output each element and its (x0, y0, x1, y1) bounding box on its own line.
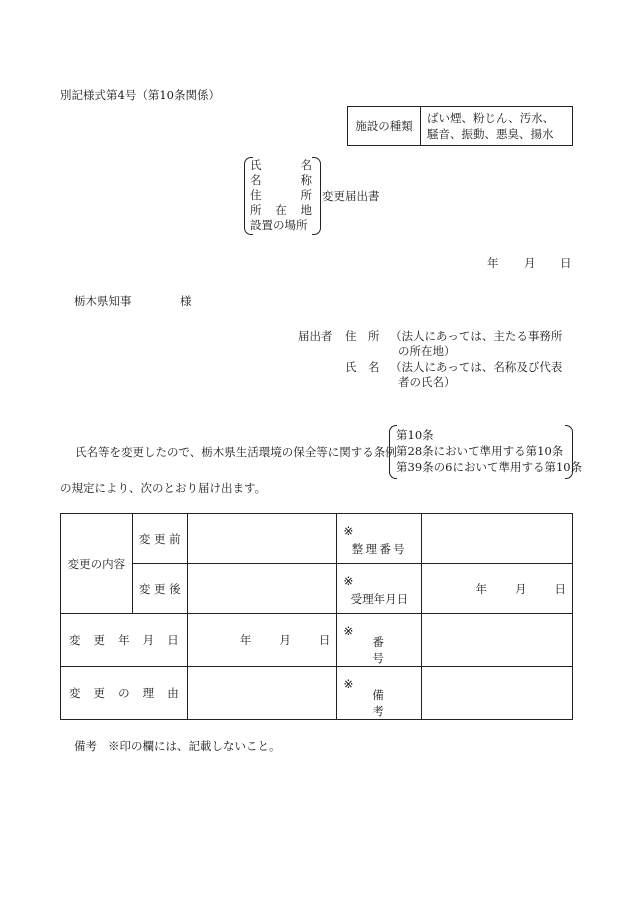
note-label: 備考 (74, 739, 97, 753)
date-header-year: 年 (487, 256, 499, 270)
facility-type-value (421, 107, 573, 146)
addressee: 栃木県知事 (74, 294, 132, 308)
title-option-shozaichi: 所 在 地 (250, 203, 312, 217)
office-use-mark: ※ (343, 574, 354, 588)
number-value (422, 614, 573, 667)
title-option-jusho: 住 所 (250, 188, 312, 202)
notifier-address-note-2: の所在地） (398, 344, 456, 358)
form-number: 別記様式第4号（第10条関係） (60, 88, 220, 102)
facility-type-box (347, 106, 573, 146)
title-bracket-right (312, 157, 321, 235)
serial-number-label: ※ 整理番号 (337, 514, 422, 564)
article-39-6: 第39条の6において準用する第10条 (396, 460, 583, 474)
after-value (187, 564, 337, 614)
notifier-name-note-2: 者の氏名） (398, 375, 456, 389)
office-use-mark: ※ (343, 677, 354, 691)
date-header-day: 日 (560, 256, 572, 270)
remarks-label: ※ 備考 (337, 667, 422, 720)
change-contents-label: 変更の内容 (61, 514, 133, 614)
received-date-label: ※ 受理年月日 (337, 564, 422, 614)
serial-number-value (422, 514, 573, 564)
body-lead: 氏名等を変更したので、栃木県生活環境の保全等に関する条例 (75, 445, 397, 459)
before-value (187, 514, 337, 564)
note-text: ※印の欄には、記載しないこと。 (108, 739, 281, 753)
title-option-meisho: 名 称 (250, 173, 312, 187)
office-use-mark: ※ (343, 524, 354, 538)
addressee-honorific: 様 (180, 294, 192, 308)
change-reason-label: 変 更 の 理 由 (61, 667, 188, 720)
notifier-address-note-1: （法人にあっては、主たる事務所 (390, 329, 563, 343)
notifier-name-label: 氏 名 (345, 360, 380, 374)
before-label: 変 更 前 (132, 514, 187, 564)
facility-type-line1: ばい煙、粉じん、汚水、 (427, 111, 555, 125)
articles-list (396, 427, 582, 475)
received-date-value: 年 月 日 (422, 564, 573, 614)
title-options (250, 158, 312, 233)
title-option-secchi: 設置の場所 (250, 218, 308, 232)
notifier-address-label: 住 所 (345, 329, 380, 343)
change-reason-value (187, 667, 337, 720)
date-header-month: 月 (524, 256, 536, 270)
facility-type-label: 施設の種類 (348, 107, 421, 146)
number-label: ※ 番号 (337, 614, 422, 667)
notifier-label: 届出者 (298, 329, 333, 343)
title-suffix: 変更届出書 (322, 189, 380, 203)
office-use-mark: ※ (343, 624, 354, 638)
body-tail: の規定により、次のとおり届け出ます。 (60, 481, 267, 495)
article-28: 第28条において準用する第10条 (396, 444, 564, 458)
change-table (60, 513, 573, 720)
article-10: 第10条 (396, 428, 434, 442)
notifier-name-note-1: （法人にあっては、名称及び代表 (390, 360, 563, 374)
remarks-value (422, 667, 573, 720)
after-label: 変 更 後 (132, 564, 187, 614)
title-option-name: 氏 名 (250, 158, 312, 172)
change-date-label: 変 更 年 月 日 (61, 614, 188, 667)
change-date-value: 年 月 日 (187, 614, 337, 667)
facility-type-line2: 騒音、振動、悪臭、揚水 (427, 127, 554, 141)
